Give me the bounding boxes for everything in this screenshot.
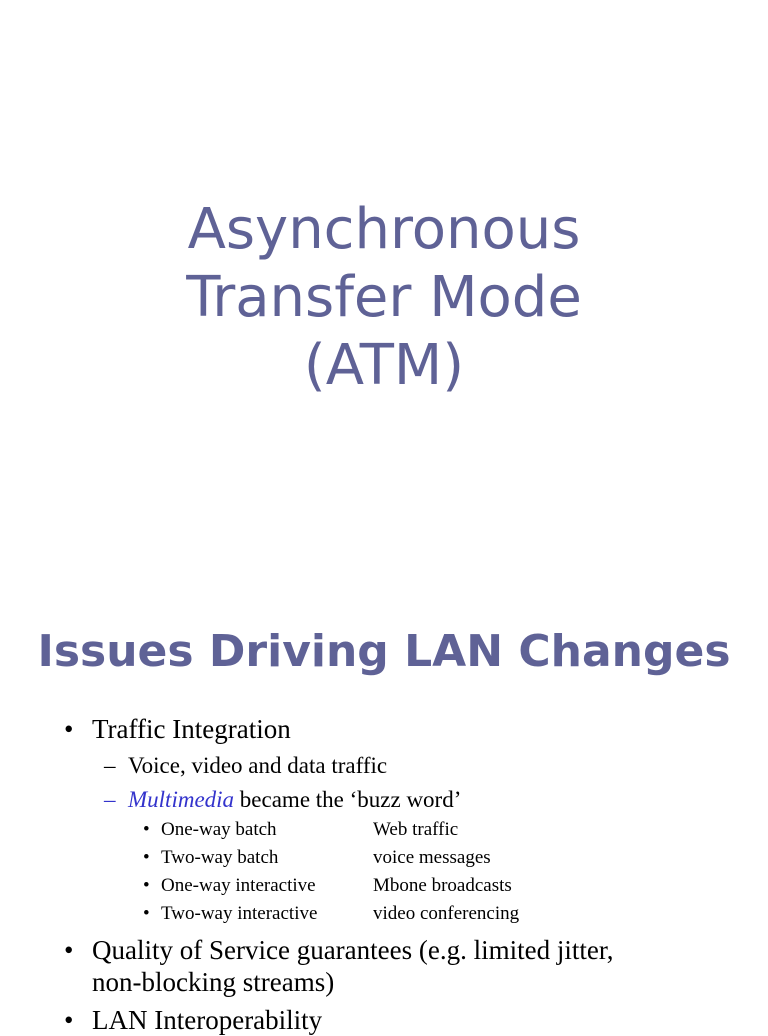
dash-marker: – — [104, 753, 116, 778]
bullet-marker: • — [143, 875, 150, 896]
traffic-example: Web traffic — [373, 819, 459, 840]
traffic-type: Two-way batch — [161, 847, 279, 868]
title-line-3: (ATM) — [303, 333, 465, 398]
bullet-lan-interoperability: LAN Interoperability — [92, 1005, 323, 1035]
traffic-example: voice messages — [373, 847, 491, 868]
bullet-marker: • — [64, 935, 74, 965]
subbullet-voice-video-data: Voice, video and data traffic — [128, 753, 388, 778]
multimedia-rest: became the ‘buzz word’ — [234, 787, 462, 812]
multimedia-highlight: Multimedia — [128, 787, 235, 812]
title-line-1: Asynchronous — [187, 197, 581, 262]
dash-marker: – — [104, 787, 116, 812]
section-heading: Issues Driving LAN Changes — [37, 626, 731, 677]
traffic-example: Mbone broadcasts — [373, 875, 512, 896]
subbullet-multimedia — [128, 786, 461, 814]
bullet-qos-line-1: Quality of Service guarantees (e.g. limited jitter, — [92, 935, 614, 965]
traffic-example: video conferencing — [373, 903, 520, 924]
bullet-marker: • — [143, 819, 150, 840]
bullet-marker: • — [64, 714, 74, 744]
traffic-type: Two-way interactive — [161, 903, 318, 924]
bullet-marker: • — [143, 847, 150, 868]
title-line-2: Transfer Mode — [186, 265, 582, 330]
traffic-type: One-way batch — [161, 819, 277, 840]
bullet-marker: • — [143, 903, 150, 924]
traffic-type: One-way interactive — [161, 875, 316, 896]
bullet-qos-line-2: non-blocking streams) — [92, 967, 335, 997]
bullet-traffic-integration: Traffic Integration — [92, 714, 291, 744]
bullet-marker: • — [64, 1005, 74, 1035]
